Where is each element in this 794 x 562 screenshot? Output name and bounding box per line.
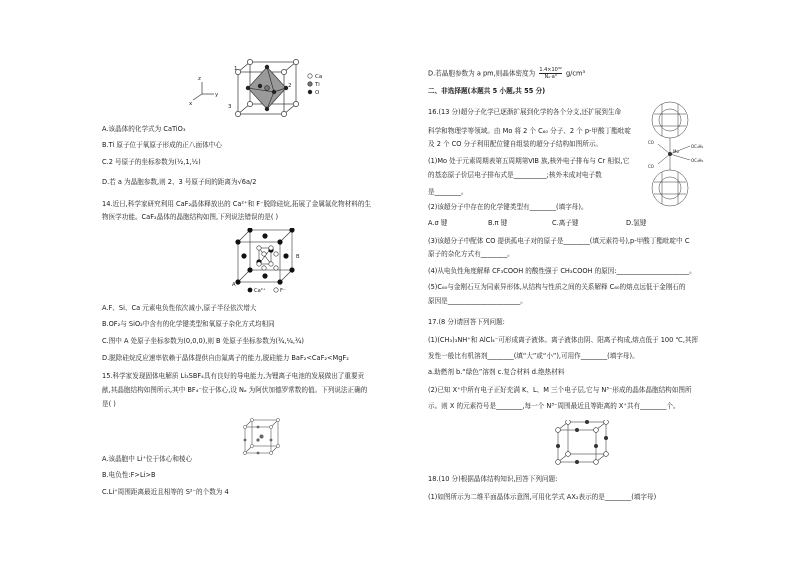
q17-line1: 17.(8 分)请回答下列问题: bbox=[428, 318, 505, 326]
q16-opt-d: D.氢键 bbox=[626, 219, 647, 227]
caf2-cell-figure bbox=[228, 228, 318, 296]
q17-line6: 示。则 X 的元素符号是________,每一个 N³⁻周围最近且等距离的 X⁺共有________个。 bbox=[428, 402, 680, 410]
label-co-top: CO bbox=[648, 140, 654, 145]
q16-line9: 原子的杂化方式有________。 bbox=[428, 250, 514, 258]
label-oc4h9-bottom: OC₄H₉ bbox=[691, 158, 704, 163]
q16-line6: 是________。 bbox=[428, 188, 468, 196]
axis-y: y bbox=[215, 92, 219, 98]
xn-cell-figure bbox=[548, 420, 618, 466]
q14-option-a: A.F、Si、Ca 元素电负性依次减小,原子半径依次增大 bbox=[102, 304, 257, 312]
q16-opt-c: C.离子键 bbox=[552, 219, 579, 227]
label-oc4h9-top: OC₄H₉ bbox=[691, 144, 704, 149]
q18-line1: 18.(10 分)根据晶体结构知识,回答下列问题: bbox=[428, 475, 558, 483]
perovskite-cell-figure bbox=[188, 56, 348, 122]
atom-num-2: 2 bbox=[288, 83, 292, 89]
q16-line12: 原因是______________________。 bbox=[428, 297, 527, 305]
q16-opt-a: A.σ 键 bbox=[428, 219, 448, 227]
q15d-fraction bbox=[539, 67, 562, 80]
q17-line5: (2)已知 X⁺中所有电子正好充满 K、L、M 三个电子层,它与 N³⁻形成的晶体晶胞结构如图所 bbox=[428, 386, 692, 394]
legend-ca2plus: Ca²⁺ bbox=[254, 288, 266, 294]
q16-line5: 的基态原子价层电子排布式是__________;核外未成对电子数 bbox=[428, 171, 602, 179]
q15d-text: D.若晶胞参数为 a pm,则晶体密度为 bbox=[428, 69, 536, 78]
atom-num-1: 1 bbox=[234, 66, 238, 72]
q15d-unit: g/cm³ bbox=[565, 69, 586, 78]
q17-line2: (1)(CH₃)₃NH⁺和 AlCl₄⁻可形成离子液体。离子液体由阴、阳离子构成,熔点低于 100 ℃,其挥 bbox=[428, 336, 699, 344]
legend-fminus: F⁻ bbox=[280, 288, 286, 294]
q16-line3: 及 2 个 CO 分子利用配位键自组装的超分子结构如图所示。 bbox=[428, 140, 603, 148]
li3sbf4-cell-figure bbox=[242, 418, 282, 456]
q18-line2: (1)如图所示为二维平面晶体示意图,可用化学式 AX₂表示的是________(填字母) bbox=[428, 493, 657, 501]
q16-opt-b: B.π 键 bbox=[488, 219, 508, 227]
label-mo: Mo bbox=[673, 149, 679, 154]
label-a: A bbox=[232, 282, 236, 288]
q15-stem-line3: 是( ) bbox=[102, 400, 116, 408]
q15-option-c: C.Li⁺周围距离最近且相等的 S²⁻的个数为 4 bbox=[102, 488, 229, 496]
q17-line4: a.助燃剂 b.“绿色”溶剂 c.复合材料 d.绝热材料 bbox=[428, 368, 565, 376]
q15d-numerator: 1.4×10³² bbox=[539, 67, 562, 73]
q16-line7: (2)该超分子中存在的化学键类型有________(填字母)。 bbox=[428, 203, 588, 211]
label-co-bottom: CO bbox=[648, 164, 654, 169]
atom-num-3: 3 bbox=[228, 104, 232, 110]
q15-option-d bbox=[428, 67, 585, 80]
legend-o: O bbox=[315, 90, 320, 96]
axis-x: x bbox=[189, 101, 193, 107]
q15-stem-line1: 15.科学家发现固体电解质 Li₃SBF₄具有良好的导电能力,为锂离子电池的发展做出了重要贡 bbox=[102, 372, 365, 380]
q14-stem-line1: 14.近日,科学家研究利用 CaF₂晶体释放出的 Ca²⁺和 F⁻脱除硅烷,拓展了金属氟化物材料的生 bbox=[102, 200, 372, 208]
q15-option-a: A.该晶胞中 Li⁺位于体心和棱心 bbox=[102, 455, 193, 463]
q15-stem-line2: 献,其晶胞结构如图所示,其中 BF₄⁻位于体心,设 Nₐ 为阿伏加德罗常数的值。下列说法正确的 bbox=[102, 386, 368, 394]
q16-line1: 16.(13 分)超分子化学已逐渐扩展到化学的各个分支,还扩展到生命 bbox=[428, 108, 622, 116]
label-b: B bbox=[296, 254, 300, 260]
q15d-denominator: Nₐ·a³ bbox=[544, 74, 557, 80]
q17-line3: 发性一般比有机溶剂________(填“大”或“小”),可用作________(填字母)。 bbox=[428, 352, 639, 360]
q14-stem-line2: 物医学功能。CaF₂晶体的晶胞结构如图,下列说法错误的是( ) bbox=[102, 213, 279, 221]
q13-option-d: D.若 a 为晶胞参数,则 2、3 号原子间的距离为√6a/2 bbox=[102, 178, 257, 186]
q13-option-c: C.2 号原子的坐标参数为(½,1,½) bbox=[102, 158, 201, 166]
section-2-title: 二、非选择题(本题共 5 小题,共 55 分) bbox=[428, 87, 546, 95]
q16-line11: (5)C₆₀与金刚石互为同素异形体,从结构与性质之间的关系解释 C₆₀的熔点远低于金刚石的 bbox=[428, 283, 686, 291]
q15-option-b: B.电负性:F>Li>B bbox=[102, 471, 156, 479]
q14-option-c: C.图中 A 处原子坐标参数为(0,0,0),则 B 处原子坐标参数为(¾,¼,¾) bbox=[102, 337, 304, 345]
supramolecule-figure bbox=[640, 98, 720, 218]
q16-line4: (1)Mo 处于元素周期表第五周期第ⅥB 族,核外电子排布与 Cr 相似,它 bbox=[428, 157, 630, 165]
legend-ti: Ti bbox=[315, 82, 320, 88]
axis-z: z bbox=[198, 76, 201, 82]
legend-ca: Ca bbox=[315, 74, 323, 80]
q14-option-b: B.OF₂与 SiO₂中含有的化学键类型和氧原子杂化方式均相同 bbox=[102, 320, 275, 328]
q16-line2: 科学和物理学等领域。由 Mo 将 2 个 C₆₀ 分子、2 个 p-甲酸丁酯吡啶 bbox=[428, 127, 631, 135]
q13-option-b: B.Ti 原子位于氧原子形成的正八面体中心 bbox=[102, 141, 222, 149]
q14-option-d: D.脱除硅烷反应速率依赖于晶体提供自由氟离子的能力,脱硅能力 BaF₂<CaF₂<MgF₂ bbox=[102, 354, 349, 362]
q13-option-a: A.该晶体的化学式为 CaTiO₃ bbox=[102, 125, 186, 133]
q16-line8: (3)该超分子中配体 CO 提供孤电子对的原子是________(填元素符号),p-甲酸丁酯吡啶中 C bbox=[428, 237, 690, 245]
q16-line10: (4)从电负性角度解释 CF₃COOH 的酸性强于 CH₃COOH 的原因:______________________。 bbox=[428, 267, 696, 275]
